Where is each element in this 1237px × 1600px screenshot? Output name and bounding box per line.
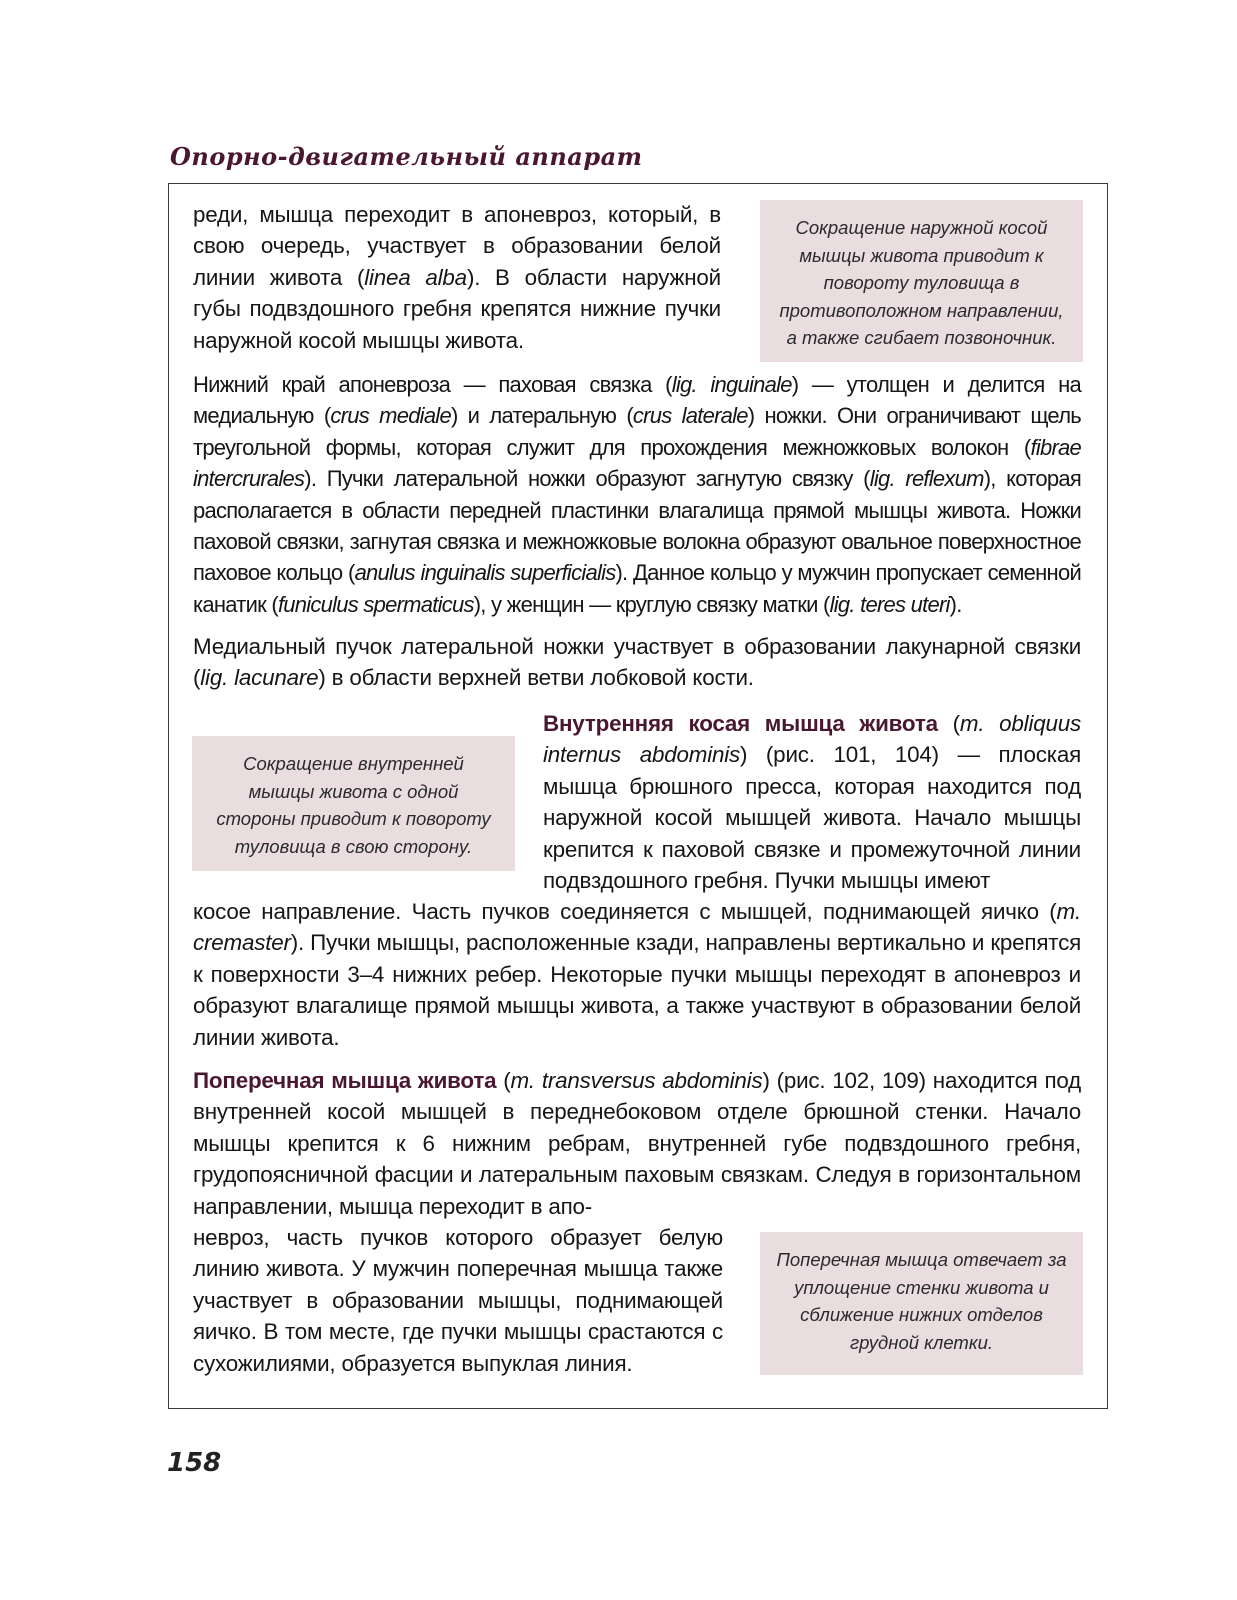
term-transverse: Поперечная мышца живота	[193, 1068, 497, 1093]
sidenote-transverse: Поперечная мышца отвечает за уплощение стенки живота и сближение нижних отделов грудной клетки.	[760, 1232, 1083, 1375]
sidenote-external-oblique: Сокращение наружной косой мышцы живота приводит к повороту туловища в противоположном направлении, а также сгибает позвоночник.	[760, 200, 1083, 362]
sidenote-internal-oblique: Сокращение внутренней мышцы живота с одной стороны приводит к повороту туловища в свою сторону.	[192, 736, 515, 871]
paragraph-1: реди, мышца переходит в апоневроз, который, в свою очередь, участвует в образовании белой линии живота (linea alba). В области наружной губы подвздошного гребня крепятся нижние пучки наружной косой мышцы живота.	[193, 202, 721, 353]
section-title: Опорно-двигательный аппарат	[170, 142, 643, 171]
paragraph-2: Нижний край апоневроза — паховая связка (lig. inguinale) — утолщен и делится на медиальную (crus mediale) и латеральную (crus laterale) ножки. Они ограничивают щель треугольной формы, которая служит для прохождения межножковых волокон (fibrae intercrurales). Пучки латеральной ножки образуют загнутую связку (lig. reflexum), которая располагается в области передней пластинки влагалища прямой мышцы живота. Ножки паховой связки, загнутая связка и межножковые волокна образуют овальное поверхностное паховое кольцо (anulus inguinalis superficialis). Данное кольцо у мужчин пропускает семенной канатик (funiculus spermaticus), у женщин — круглую связку матки (lig. teres uteri).	[193, 372, 1081, 617]
paragraph-7: невроз, часть пучков которого образует белую линию живота. У мужчин поперечная мышца также участвует в образовании мышцы, поднимающей яичко. В том месте, где пучки мышцы срастаются с сухожилиями, образуется выпуклая линия.	[193, 1225, 723, 1376]
term-internal-oblique: Внутренняя косая мышца живота	[543, 711, 938, 736]
paragraph-internal-oblique: Внутренняя косая мышца живота (m. obliquus internus abdominis) (рис. 101, 104) — плоская мышца брюшного пресса, которая находится под наружной косой мышцей живота. Начало мышцы крепится к паховой связке и промежуточной линии подвздошного гребня. Пучки мышцы имеют	[543, 711, 1081, 894]
paragraph-3: Медиальный пучок латеральной ножки участвует в образовании лакунарной связки (lig. lacunare) в области верхней ветви лобковой кости.	[193, 634, 1081, 691]
paragraph-transverse: Поперечная мышца живота (m. transversus abdominis) (рис. 102, 109) находится под внутренней косой мышцей в переднебоковом отделе брюшной стенки. Начало мышцы крепится к 6 нижним ребрам, внутренней губе подвздошного гребня, грудопоясничной фасции и латеральным паховым связкам. Следуя в горизонтальном направлении, мышца переходит в апо-	[193, 1068, 1082, 1219]
paragraph-5: косое направление. Часть пучков соединяется с мышцей, поднимающей яичко (m. cremaster). Пучки мышцы, расположенные кзади, направлены вертикально и крепятся к поверхности 3–4 нижних ребер. Некоторые пучки мышцы переходят в апоневроз и образуют влагалище прямой мышцы живота, а также участвуют в образовании белой линии живота.	[193, 899, 1081, 1050]
page-number: 158	[167, 1448, 222, 1478]
